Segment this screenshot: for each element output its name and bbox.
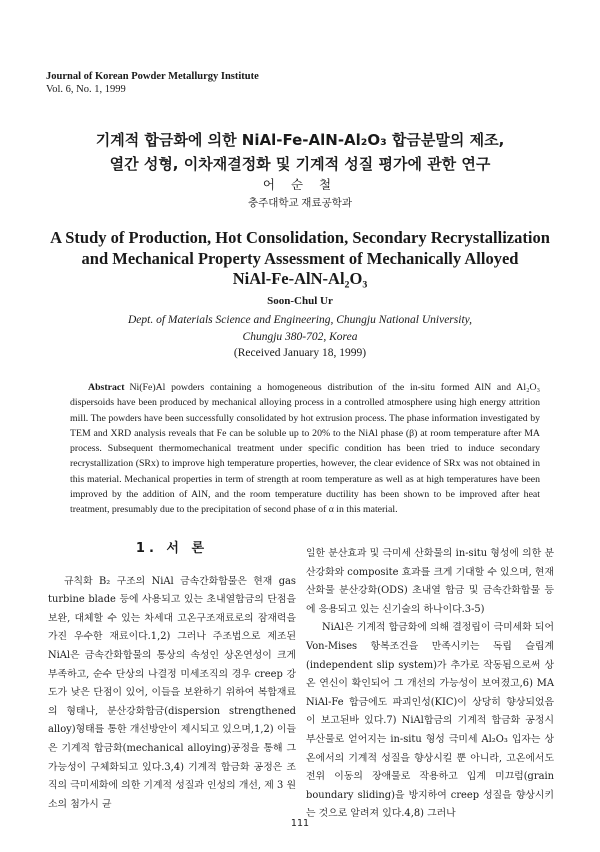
journal-name: Journal of Korean Powder Metallurgy Institute	[46, 71, 259, 82]
intro-paragraph-1: 규칙화 B₂ 구조의 NiAl 금속간화합물은 현재 gas turbine blade 등에 사용되고 있는 초내열합금의 단점을 보완, 대체할 수 있는 차세대 고온구조재료로의 잠재력을 가진 우수한 재료이다.1,2) 그러나 주조법으로 제조된 NiAl은 금속간화합물의 통상의 속성인 상온연성이 크게 부족하고, 순수 단상의 나결정 미세조직의 경우 creep 강도가 낮은 단점이 있어, 이들을 보완하기 위하여 복합재료의 형태나, 분산강화합금(dispersion strengthened alloy)형태를 통한 개선방안이 제시되고 있으며,1,2) 이들은 기계적 합금화(mechanical alloying)공정을 통해 그 가능성이 구체화되고 있다.3,4) 기계적 합금화 공정은 조직의 극미세화에 의한 기계적 성질과 인성의 개선, 제 3 원소의 첨가시 균	[48, 575, 296, 810]
english-affiliation	[0, 312, 600, 362]
intro-paragraph-1-continued: 일한 분산효과 및 극미세 산화물의 in-situ 형성에 의한 분산강화와 composite 효과를 크게 기대할 수 있으며, 현재 산화물 분산강화(ODS) 초내열 합금 및 금속간화합물 등에 응용되고 있는 신기술의 하나이다.3-5)	[306, 548, 554, 615]
section-heading: 1. 서 론	[135, 541, 209, 556]
korean-title-line1: 기계적 합금화에 의한 NiAl-Fe-AlN-Al₂O₃ 합금분말의 제조,	[95, 131, 505, 149]
korean-title	[40, 128, 560, 176]
korean-affiliation: 충주대학교 재료공학과	[247, 198, 353, 209]
intro-paragraph-2: NiAl은 기계적 합금화에 의해 결정립이 극미세화 되어 Von-Mises 항복조건을 만족시키는 독립 슬립계(independent slip system)가 추가로 작동됨으로써 상온 연신이 확인되어 그 개선의 가능성이 보여졌고,6) MA NiAl-Fe 합금에도 파괴인성(KIC)이 상당히 향상되었음이 보고된바 있다.7) NiAl합금의 기계적 합금화 공정시 부산물로 얻어지는 in-situ 형성 극미세 Al₂O₃ 입자는 상온에서의 기계적 성질을 향상시킬 뿐 아니라, 고온에서도 전위 이동의 장애물로 작용하고 입계 미끄럼(grain boundary sliding)을 방지하여 creep 성질을 향상시키는 것으로 알려져 있다.4,8) 그러나	[306, 622, 554, 820]
korean-title-line2: 열간 성형, 이차재결정화 및 기계적 성질 평가에 관한 연구	[109, 155, 491, 173]
page-number: 111	[290, 818, 310, 829]
abstract-text: Ni(Fe)Al powders containing a homogeneous distribution of the in-situ formed AlN and Al₂O₃ dispersoids have been produced by mechanical alloying process in a controlled atmosphere using high energy attrition mill. The powders have been successfully consolidated by hot extrusion process. The phase information investigated by TEM and XRD analysis reveals that Fe can be soluble up to 20% to the NiAl phase (β) at room temperature after MA process. Subsequent thermomechanical treatment under specific condition has been tried to induce secondary recrystallization (SRx) to improve high temperature properties, however, the clear evidence of SRx was not obtained in this material. Mechanical properties in term of strength at room temperature as well as at high temperatures have been improved by the addition of AlN, and the room temperature ductility has been shown to be improved after heat treatment, presumably due to the precipitation of second phase of α in this material.	[70, 382, 540, 516]
english-title	[30, 228, 570, 290]
right-column	[306, 545, 554, 824]
affiliation-dept: Dept. of Materials Science and Engineering, Chungju National University,	[128, 314, 472, 326]
korean-author: 어 순 철	[262, 177, 338, 192]
english-title-line3: NiAl-Fe-AlN-Al₂O₃	[232, 269, 368, 288]
english-author: Soon-Chul Ur	[267, 295, 333, 307]
english-title-line1: A Study of Production, Hot Consolidation, Secondary Recrystallization	[50, 228, 550, 247]
abstract-label: Abstract	[88, 382, 125, 393]
journal-volume: Vol. 6, No. 1, 1999	[46, 84, 126, 95]
left-column	[48, 540, 296, 814]
journal-header	[46, 70, 259, 96]
english-title-line2: and Mechanical Property Assessment of Mechanically Alloyed	[81, 248, 519, 268]
abstract	[70, 380, 540, 518]
received-date: (Received January 18, 1999)	[233, 347, 367, 359]
affiliation-city: Chungju 380-702, Korea	[242, 330, 358, 343]
